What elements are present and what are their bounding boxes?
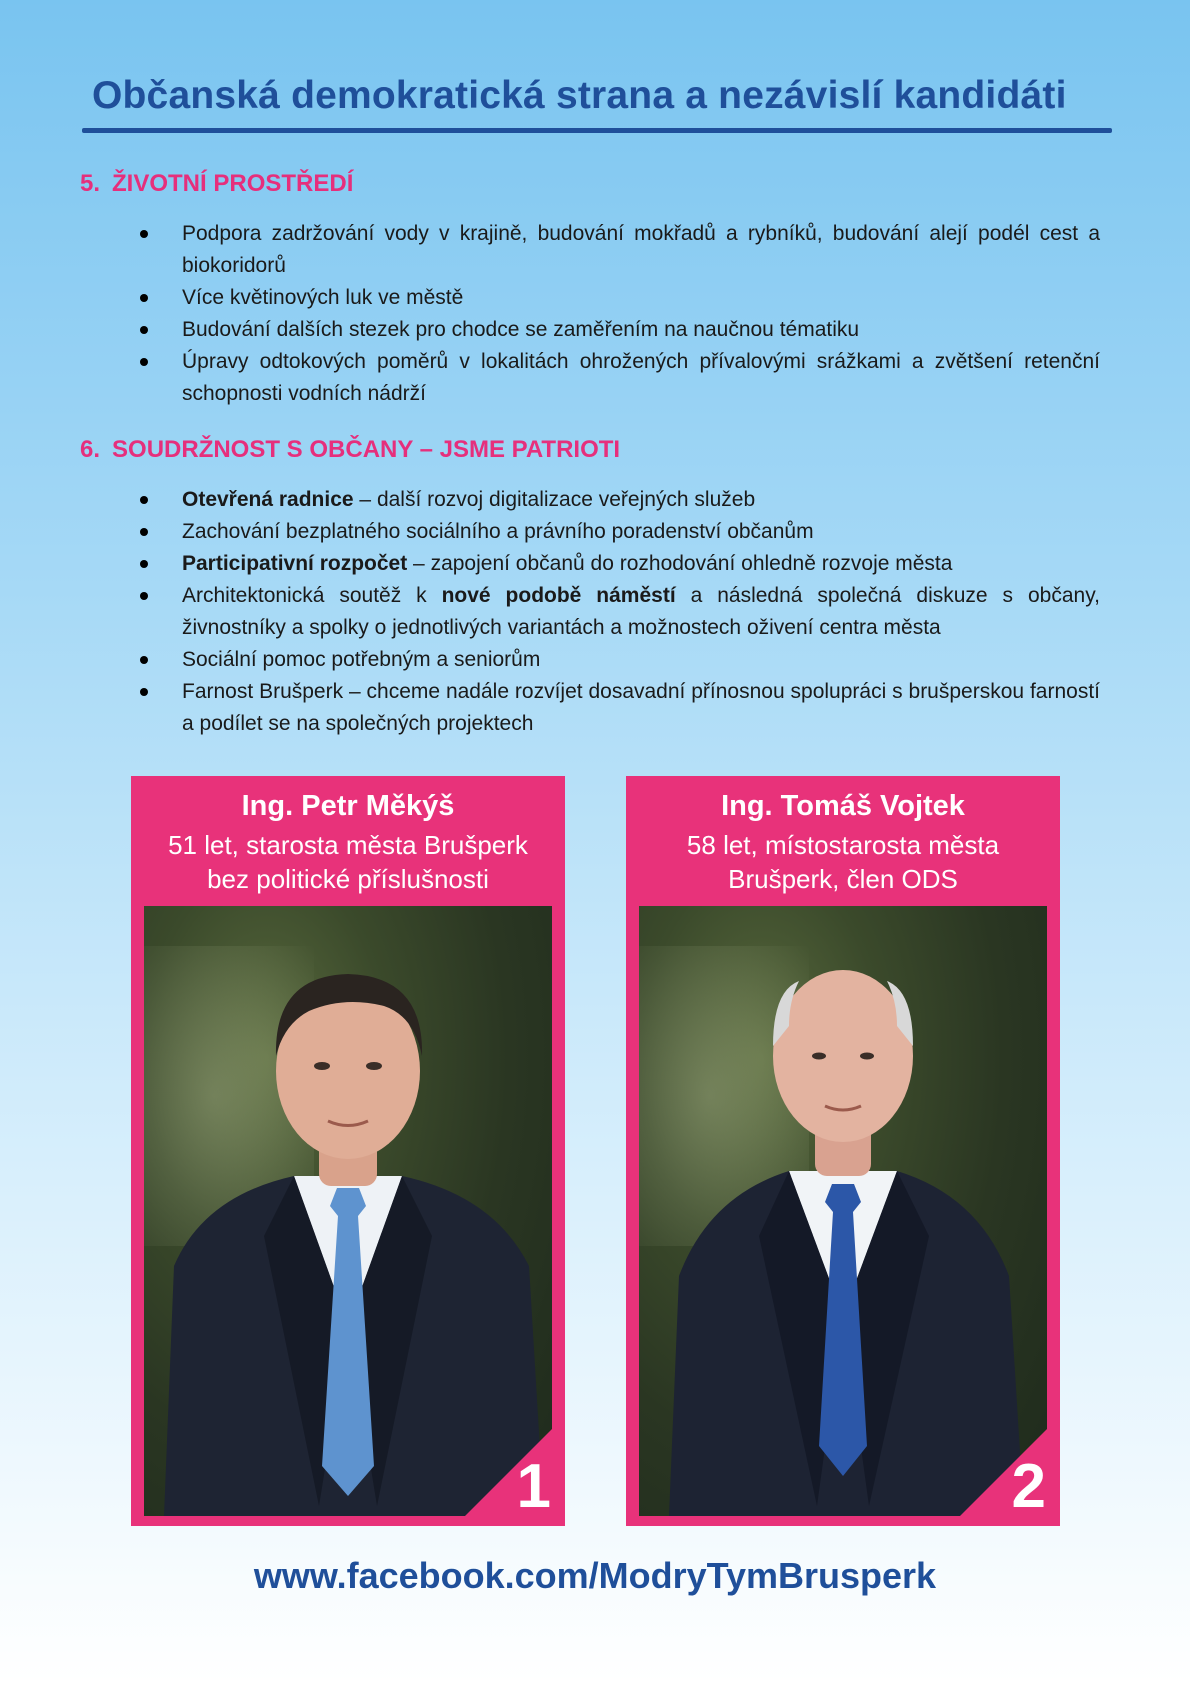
section-heading-environment (80, 170, 353, 198)
candidate-number: 2 (1011, 1452, 1046, 1521)
bullet-icon (140, 496, 148, 504)
list-item: Otevřená radnice – další rozvoj digitalizace veřejných služeb (140, 484, 1100, 516)
bullet-icon (140, 358, 148, 366)
candidate-name: Ing. Petr Měkýš (241, 790, 455, 822)
facebook-link[interactable]: www.facebook.com/ModryTymBrusperk (253, 1555, 937, 1596)
candidate-number: 1 (516, 1452, 551, 1521)
bullet-icon (140, 294, 148, 302)
bullet-icon (140, 560, 148, 568)
candidate-card-1 (131, 776, 565, 1526)
list-item: Farnost Brušperk – chceme nadále rozvíjet dosavadní přínosnou spolupráci s brušperskou farností a podílet se na společných projektech (140, 676, 1100, 740)
bullet-icon (140, 688, 148, 696)
section-title: ŽIVOTNÍ PROSTŘEDÍ (112, 170, 354, 197)
section-title: SOUDRŽNOST S OBČANY – JSME PATRIOTI (112, 436, 621, 463)
section-number: 6. (80, 436, 101, 463)
page-title: Občanská demokratická strana a nezávislí kandidáti (92, 74, 1067, 117)
candidate-card-2 (626, 776, 1060, 1526)
bullet-icon (140, 592, 148, 600)
list-item: Úpravy odtokových poměrů v lokalitách ohrožených přívalovými srážkami a zvětšení retenční schopnosti vodních nádrží (140, 346, 1100, 410)
candidate-description: 51 let, starosta města Brušperk bez politické příslušnosti (168, 830, 528, 894)
candidate-description: 58 let, místostarosta města Brušperk, člen ODS (686, 830, 1000, 894)
list-item: Participativní rozpočet – zapojení občanů do rozhodování ohledně rozvoje města (140, 548, 1100, 580)
section-heading-cohesion (80, 436, 620, 464)
candidate-name: Ing. Tomáš Vojtek (721, 790, 965, 822)
cohesion-list (140, 484, 1100, 740)
bullet-icon (140, 656, 148, 664)
list-item: Více květinových luk ve městě (140, 282, 1100, 314)
bullet-icon (140, 326, 148, 334)
list-item: Podpora zadržování vody v krajině, budování mokřadů a rybníků, budování alejí podél cest a biokoridorů (140, 218, 1100, 282)
title-underline (82, 128, 1112, 133)
list-item: Sociální pomoc potřebným a seniorům (140, 644, 1100, 676)
list-item: Zachování bezplatného sociálního a právního poradenství občanům (140, 516, 1100, 548)
section-number: 5. (80, 170, 101, 197)
environment-list (140, 218, 1100, 410)
list-item: Budování dalších stezek pro chodce se zaměřením na naučnou tématiku (140, 314, 1100, 346)
bullet-icon (140, 230, 148, 238)
bullet-icon (140, 528, 148, 536)
list-item: Architektonická soutěž k nové podobě náměstí a následná společná diskuze s občany, živnostníky a spolky o jednotlivých variantách a možnostech oživení centra města (140, 580, 1100, 644)
